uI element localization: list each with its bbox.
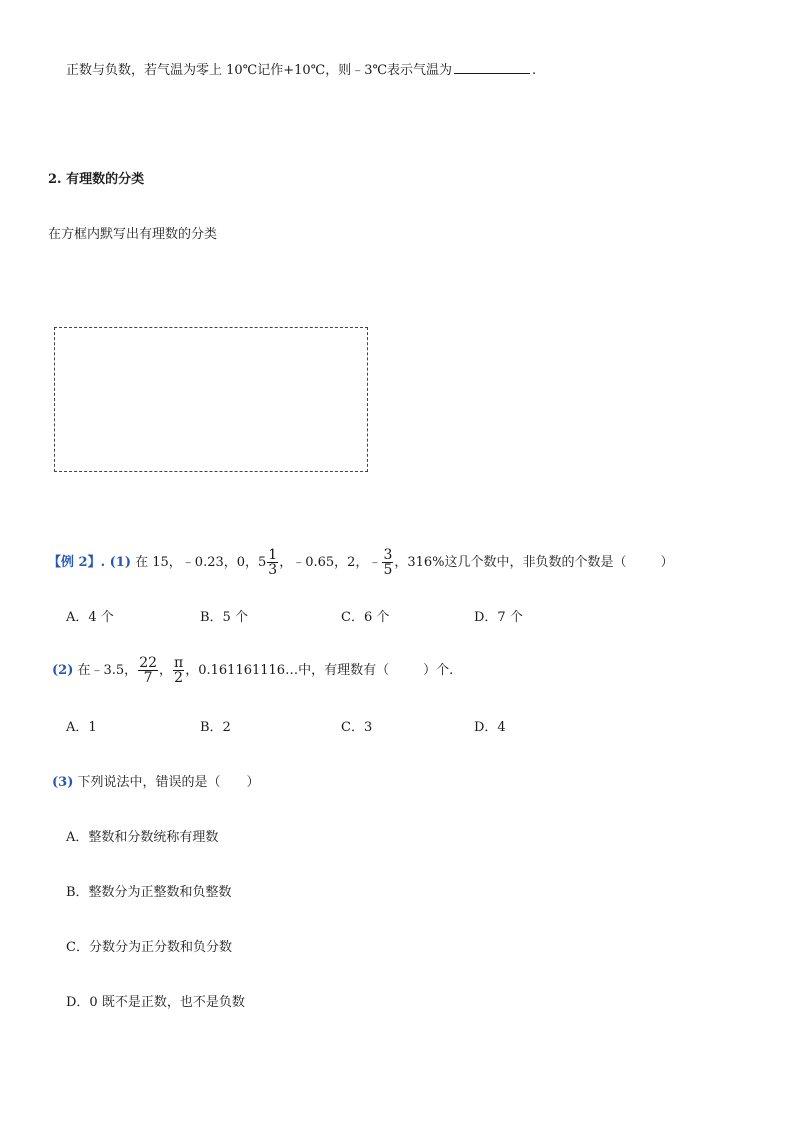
q2-option-c[interactable]: C．3: [341, 720, 373, 735]
q2-option-d[interactable]: D．4: [474, 720, 506, 735]
example2-q3: [52, 774, 260, 792]
example2-q1: [48, 548, 674, 578]
fraction-num: 3: [383, 547, 393, 563]
q2-comma: ，: [159, 663, 173, 678]
example2-q2: [52, 656, 453, 686]
q2-option-a[interactable]: A．1: [66, 720, 97, 735]
q1-text-c: ，316%这几个数中，非负数的个数是（: [394, 555, 627, 570]
fraction-pi-2-num: π: [174, 655, 184, 671]
answer-box[interactable]: [54, 327, 368, 472]
q1-option-b[interactable]: B．5 个: [200, 610, 248, 625]
q1-option-c[interactable]: C．6 个: [341, 610, 390, 625]
q3-option-c[interactable]: C．分数分为正分数和负分数: [66, 940, 232, 955]
q1-text-b: ，﹣0.65，2，﹣: [279, 555, 382, 570]
q3-option-b[interactable]: B．整数分为正整数和负整数: [66, 885, 232, 900]
fraction-pi-2-den: 2: [174, 670, 184, 686]
section-heading: 2. 有理数的分类: [48, 172, 145, 187]
fraction-22-7-den: 7: [143, 670, 153, 686]
q3-text: 下列说法中，错误的是（: [77, 775, 221, 790]
fraction-pi-2: [173, 656, 184, 685]
q3-option-d[interactable]: D．0 既不是正数，也不是负数: [66, 995, 245, 1010]
q2-option-b[interactable]: B．2: [200, 720, 231, 735]
section-instruction: 在方框内默写出有理数的分类: [48, 227, 218, 242]
q3-text-end: ）: [246, 775, 260, 790]
q1-text-a: 在 15，﹣0.23，0，5: [135, 555, 267, 570]
fraction: [382, 548, 393, 577]
intro-period: .: [532, 63, 537, 78]
example-tag: 【例 2】: [48, 555, 101, 570]
q1-label: . (1): [100, 555, 131, 570]
q3-option-a[interactable]: A．整数和分数统称有理数: [66, 830, 219, 845]
mixed-fraction: [267, 548, 278, 577]
intro-line: [66, 61, 536, 80]
mixed-fraction-num: 1: [268, 547, 278, 563]
q1-option-a[interactable]: A．4 个: [66, 610, 114, 625]
mixed-fraction-den: 3: [268, 562, 278, 578]
fraction-den: 5: [383, 562, 393, 578]
fraction-22-7-num: 22: [139, 655, 158, 671]
q2-text-c: ）个.: [423, 663, 454, 678]
q3-label: (3): [52, 775, 74, 790]
fraction-22-7: [138, 656, 158, 685]
q1-option-d[interactable]: D．7 个: [474, 610, 523, 625]
intro-text: 正数与负数，若气温为零上 10℃记作+10℃，则﹣3℃表示气温为: [66, 63, 453, 78]
q1-text-d: ）: [660, 555, 674, 570]
q2-label: (2): [52, 663, 74, 678]
answer-blank[interactable]: [454, 61, 530, 74]
q2-text-a: 在﹣3.5，: [77, 663, 138, 678]
q2-text-b: ，0.161161116…中，有理数有（: [185, 663, 390, 678]
